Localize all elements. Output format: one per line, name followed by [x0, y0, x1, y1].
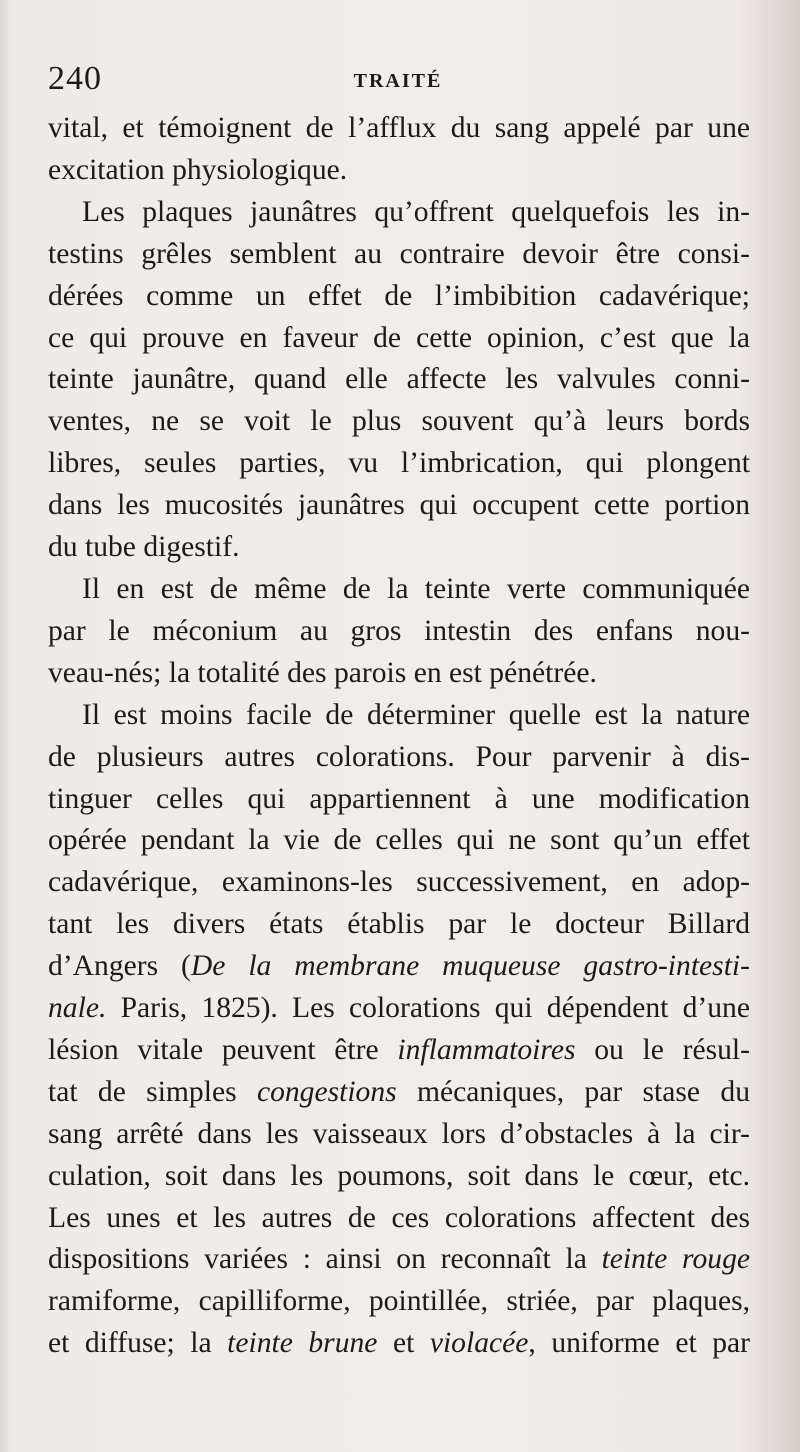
page-number: 240 — [48, 60, 102, 97]
text-segment: tat de simples — [48, 1075, 257, 1108]
text-line — [48, 1239, 750, 1281]
text-line — [48, 946, 750, 988]
text-segment: et — [377, 1327, 430, 1360]
text-line: Il en est de même de la teinte verte communiquée — [82, 572, 750, 605]
italic-term: teinte brune — [227, 1327, 378, 1360]
text-line: teinte jaunâtre, quand elle affecte les valvules conni- — [48, 363, 750, 396]
italic-term: violacée — [429, 1327, 529, 1360]
text-line: Il est moins facile de déterminer quelle est la nature — [82, 698, 750, 731]
text-line: libres, seules parties, vu l’imbrication, qui plongent — [48, 447, 750, 480]
text-line: de plusieurs autres colorations. Pour parvenir à dis- — [48, 740, 750, 773]
paragraph-2 — [48, 192, 750, 569]
text-segment: d’Angers ( — [48, 950, 191, 983]
text-line — [48, 988, 750, 1030]
text-line: cadavérique, examinons-les successivement, en adop- — [48, 866, 750, 899]
running-title: TRAITÉ — [353, 70, 443, 92]
text-line: ramiforme, capilliforme, pointillée, striée, par plaques, — [48, 1285, 750, 1318]
text-line: Les unes et les autres de ces colorations affectent des — [48, 1201, 750, 1234]
text-line: Les plaques jaunâtres qu’offrent quelquefois les in- — [82, 195, 750, 228]
text-line: du tube digestif. — [48, 531, 240, 564]
italic-term: congestions — [256, 1075, 397, 1108]
italic-title: De la membrane muqueuse gastro-intesti- — [190, 950, 750, 983]
text-line: excitation physiologique. — [48, 153, 348, 186]
italic-title: nale. — [48, 992, 107, 1025]
text-line: vital, et témoignent de l’afflux du sang appelé par une — [48, 112, 750, 144]
text-line: dans les mucosités jaunâtres qui occupent cette portion — [48, 489, 750, 522]
text-line: tinguer celles qui appartiennent à une modification — [48, 782, 750, 815]
text-line: par le méconium au gros intestin des enfans nou- — [48, 614, 750, 647]
paragraph-4 — [48, 695, 750, 1366]
text-line — [48, 1030, 750, 1072]
paragraph-1 — [48, 108, 750, 192]
text-segment: ou le résul- — [575, 1033, 750, 1066]
text-segment: Paris, 1825). Les colorations qui dépendent d’une — [106, 992, 750, 1025]
text-segment: lésion vitale peuvent être — [48, 1033, 398, 1066]
text-segment: et diffuse; la — [48, 1327, 228, 1360]
italic-term: teinte rouge — [601, 1243, 750, 1276]
text-line: dérées comme un effet de l’imbibition cadavérique; — [48, 279, 750, 312]
text-line: opérée pendant la vie de celles qui ne sont qu’un effet — [48, 824, 750, 857]
text-line: sang arrêté dans les vaisseaux lors d’obstacles à la cir- — [48, 1117, 750, 1150]
text-line: testins grêles semblent au contraire devoir être consi- — [48, 237, 750, 270]
body-text — [48, 108, 750, 1365]
text-line: veau-nés; la totalité des parois en est pénétrée. — [48, 656, 597, 689]
paragraph-3 — [48, 569, 750, 695]
italic-term: inflammatoires — [397, 1033, 576, 1066]
text-line: ce qui prouve en faveur de cette opinion, c’est que la — [48, 321, 750, 354]
page-header — [48, 56, 748, 102]
text-line — [48, 1323, 750, 1365]
text-segment: dispositions variées : ainsi on reconnaît la — [48, 1243, 602, 1276]
text-line: culation, soit dans les poumons, soit dans le cœur, etc. — [48, 1159, 750, 1192]
text-line: tant les divers états établis par le docteur Billard — [48, 908, 750, 941]
text-segment: , uniforme et par — [528, 1327, 750, 1360]
text-segment: mécaniques, par stase du — [396, 1075, 750, 1108]
text-line — [48, 1072, 750, 1114]
text-line: ventes, ne se voit le plus souvent qu’à leurs bords — [48, 405, 750, 438]
